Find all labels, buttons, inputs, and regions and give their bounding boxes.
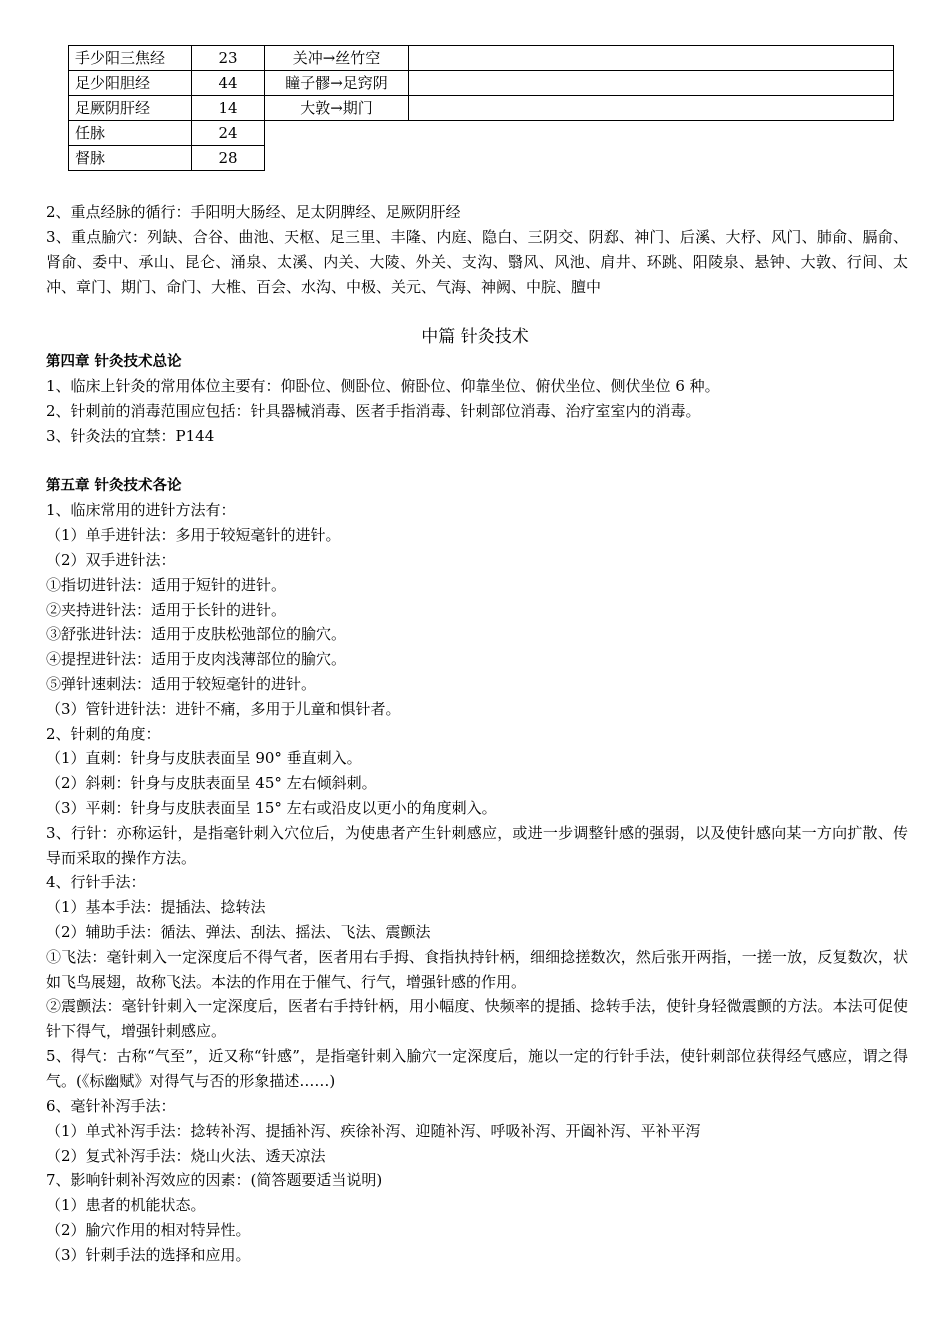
acupoint-count: 28 xyxy=(192,146,265,171)
chapter-4-title: 第四章 针灸技术总论 xyxy=(46,354,182,370)
text-paragraph: 3、行针：亦称运针，是指毫针刺入穴位后，为使患者产生针刺感应，或进一步调整针感的强弱，以及使针感向某一方向扩散、传导而采取的操作方法。 xyxy=(46,824,908,867)
meridian-route: 瞳子髎→足窍阴 xyxy=(265,71,409,96)
meridian-name: 足厥阴肝经 xyxy=(69,96,192,121)
table-blank xyxy=(265,146,894,171)
text-line: ④提捏进针法：适用于皮肉浅薄部位的腧穴。 xyxy=(46,650,347,668)
text-line: 4、行针手法： xyxy=(46,873,146,891)
meridian-table xyxy=(68,45,894,171)
key-acupoints-paragraph: 3、重点腧穴：列缺、合谷、曲池、天枢、足三里、丰隆、内庭、隐白、三阴交、阴郄、神门、后溪、大杼、风门、肺俞、膈俞、肾俞、委中、承山、昆仑、涌泉、太溪、内关、大陵、外关、支沟、翳风、风池、肩井、环跳、阳陵泉、悬钟、大敦、行间、太冲、章门、期门、命门、大椎、百会、水沟、中极、关元、气海、神阙、中脘、膻中 xyxy=(46,228,908,296)
table-row xyxy=(69,121,894,146)
text-line: 1、临床上针灸的常用体位主要有：仰卧位、侧卧位、俯卧位、仰靠坐位、俯伏坐位、侧伏坐位 6 种。 xyxy=(46,377,720,395)
meridian-name: 督脉 xyxy=(69,146,192,171)
acupoint-count: 23 xyxy=(192,46,265,71)
table-cell-empty xyxy=(409,96,894,121)
text-line: （1）直刺：针身与皮肤表面呈 90° 垂直刺入。 xyxy=(46,749,362,767)
text-line: （2）双手进针法： xyxy=(46,551,176,569)
text-line: （1）患者的机能状态。 xyxy=(46,1196,206,1214)
text-paragraph: ②震颤法：毫针针刺入一定深度后，医者右手持针柄，用小幅度、快频率的提插、捻转手法，使针身轻微震颤的方法。本法可促使针下得气，增强针刺感应。 xyxy=(46,997,908,1040)
text-line: 6、毫针补泻手法： xyxy=(46,1097,176,1115)
meridian-route: 关冲→丝竹空 xyxy=(265,46,409,71)
text-paragraph: ①飞法：毫针刺入一定深度后不得气者，医者用右手拇、食指执持针柄，细细捻搓数次，然后张开两指，一搓一放，反复数次，状如飞鸟展翅，故称飞法。本法的作用在于催气、行气，增强针感的作用。 xyxy=(46,948,908,991)
text-line: ①指切进针法：适用于短针的进针。 xyxy=(46,576,287,594)
meridian-name: 任脉 xyxy=(69,121,192,146)
meridian-route: 大敦→期门 xyxy=(265,96,409,121)
text-line: 1、临床常用的进针方法有： xyxy=(46,501,236,519)
text-line: （3）平刺：针身与皮肤表面呈 15° 左右或沿皮以更小的角度刺入。 xyxy=(46,799,497,817)
meridian-name: 足少阳胆经 xyxy=(69,71,192,96)
table-cell-empty xyxy=(409,46,894,71)
text-line: 2、针刺前的消毒范围应包括：针具器械消毒、医者手指消毒、针刺部位消毒、治疗室室内的消毒。 xyxy=(46,402,701,420)
acupoint-count: 14 xyxy=(192,96,265,121)
acupoint-count: 44 xyxy=(192,71,265,96)
text-line: （2）复式补泻手法：烧山火法、透天凉法 xyxy=(46,1147,326,1165)
text-line: ②夹持进针法：适用于长针的进针。 xyxy=(46,601,287,619)
text-line: ③舒张进针法：适用于皮肤松弛部位的腧穴。 xyxy=(46,625,347,643)
chapter-5-title: 第五章 针灸技术各论 xyxy=(46,478,182,494)
text-paragraph: 5、得气：古称“气至”，近又称“针感”，是指毫针刺入腧穴一定深度后，施以一定的行针手法，使针刺部位获得经气感应，谓之得气。(《标幽赋》对得气与否的形象描述……) xyxy=(46,1047,908,1090)
text-line: （2）斜刺：针身与皮肤表面呈 45° 左右倾斜刺。 xyxy=(46,774,377,792)
meridian-name: 手少阳三焦经 xyxy=(69,46,192,71)
text-line: （2）腧穴作用的相对特异性。 xyxy=(46,1221,251,1239)
text-line: 3、针灸法的宜禁：P144 xyxy=(46,427,215,445)
text-line: （3）管针进针法：进针不痛，多用于儿童和惧针者。 xyxy=(46,700,401,718)
text-line: （1）单式补泻手法：捻转补泻、提插补泻、疾徐补泻、迎随补泻、呼吸补泻、开阖补泻、平补平泻 xyxy=(46,1122,701,1140)
table-row xyxy=(69,146,894,171)
text-line: （3）针刺手法的选择和应用。 xyxy=(46,1246,251,1264)
text-line: ⑤弹针速刺法：适用于较短毫针的进针。 xyxy=(46,675,317,693)
key-meridians-line: 2、重点经脉的循行：手阳明大肠经、足太阴脾经、足厥阴肝经 xyxy=(46,203,461,221)
text-line: 7、影响针刺补泻效应的因素：(简答题要适当说明) xyxy=(46,1171,383,1189)
table-blank xyxy=(265,121,894,146)
text-line: （2）辅助手法：循法、弹法、刮法、摇法、飞法、震颤法 xyxy=(46,923,431,941)
text-line: 2、针刺的角度： xyxy=(46,725,161,743)
text-line: （1）单手进针法：多用于较短毫针的进针。 xyxy=(46,526,341,544)
table-row xyxy=(69,46,894,71)
table-row xyxy=(69,71,894,96)
table-cell-empty xyxy=(409,71,894,96)
text-line: （1）基本手法：提插法、捻转法 xyxy=(46,898,266,916)
acupoint-count: 24 xyxy=(192,121,265,146)
part-title: 中篇 针灸技术 xyxy=(421,327,529,347)
table-row xyxy=(69,96,894,121)
